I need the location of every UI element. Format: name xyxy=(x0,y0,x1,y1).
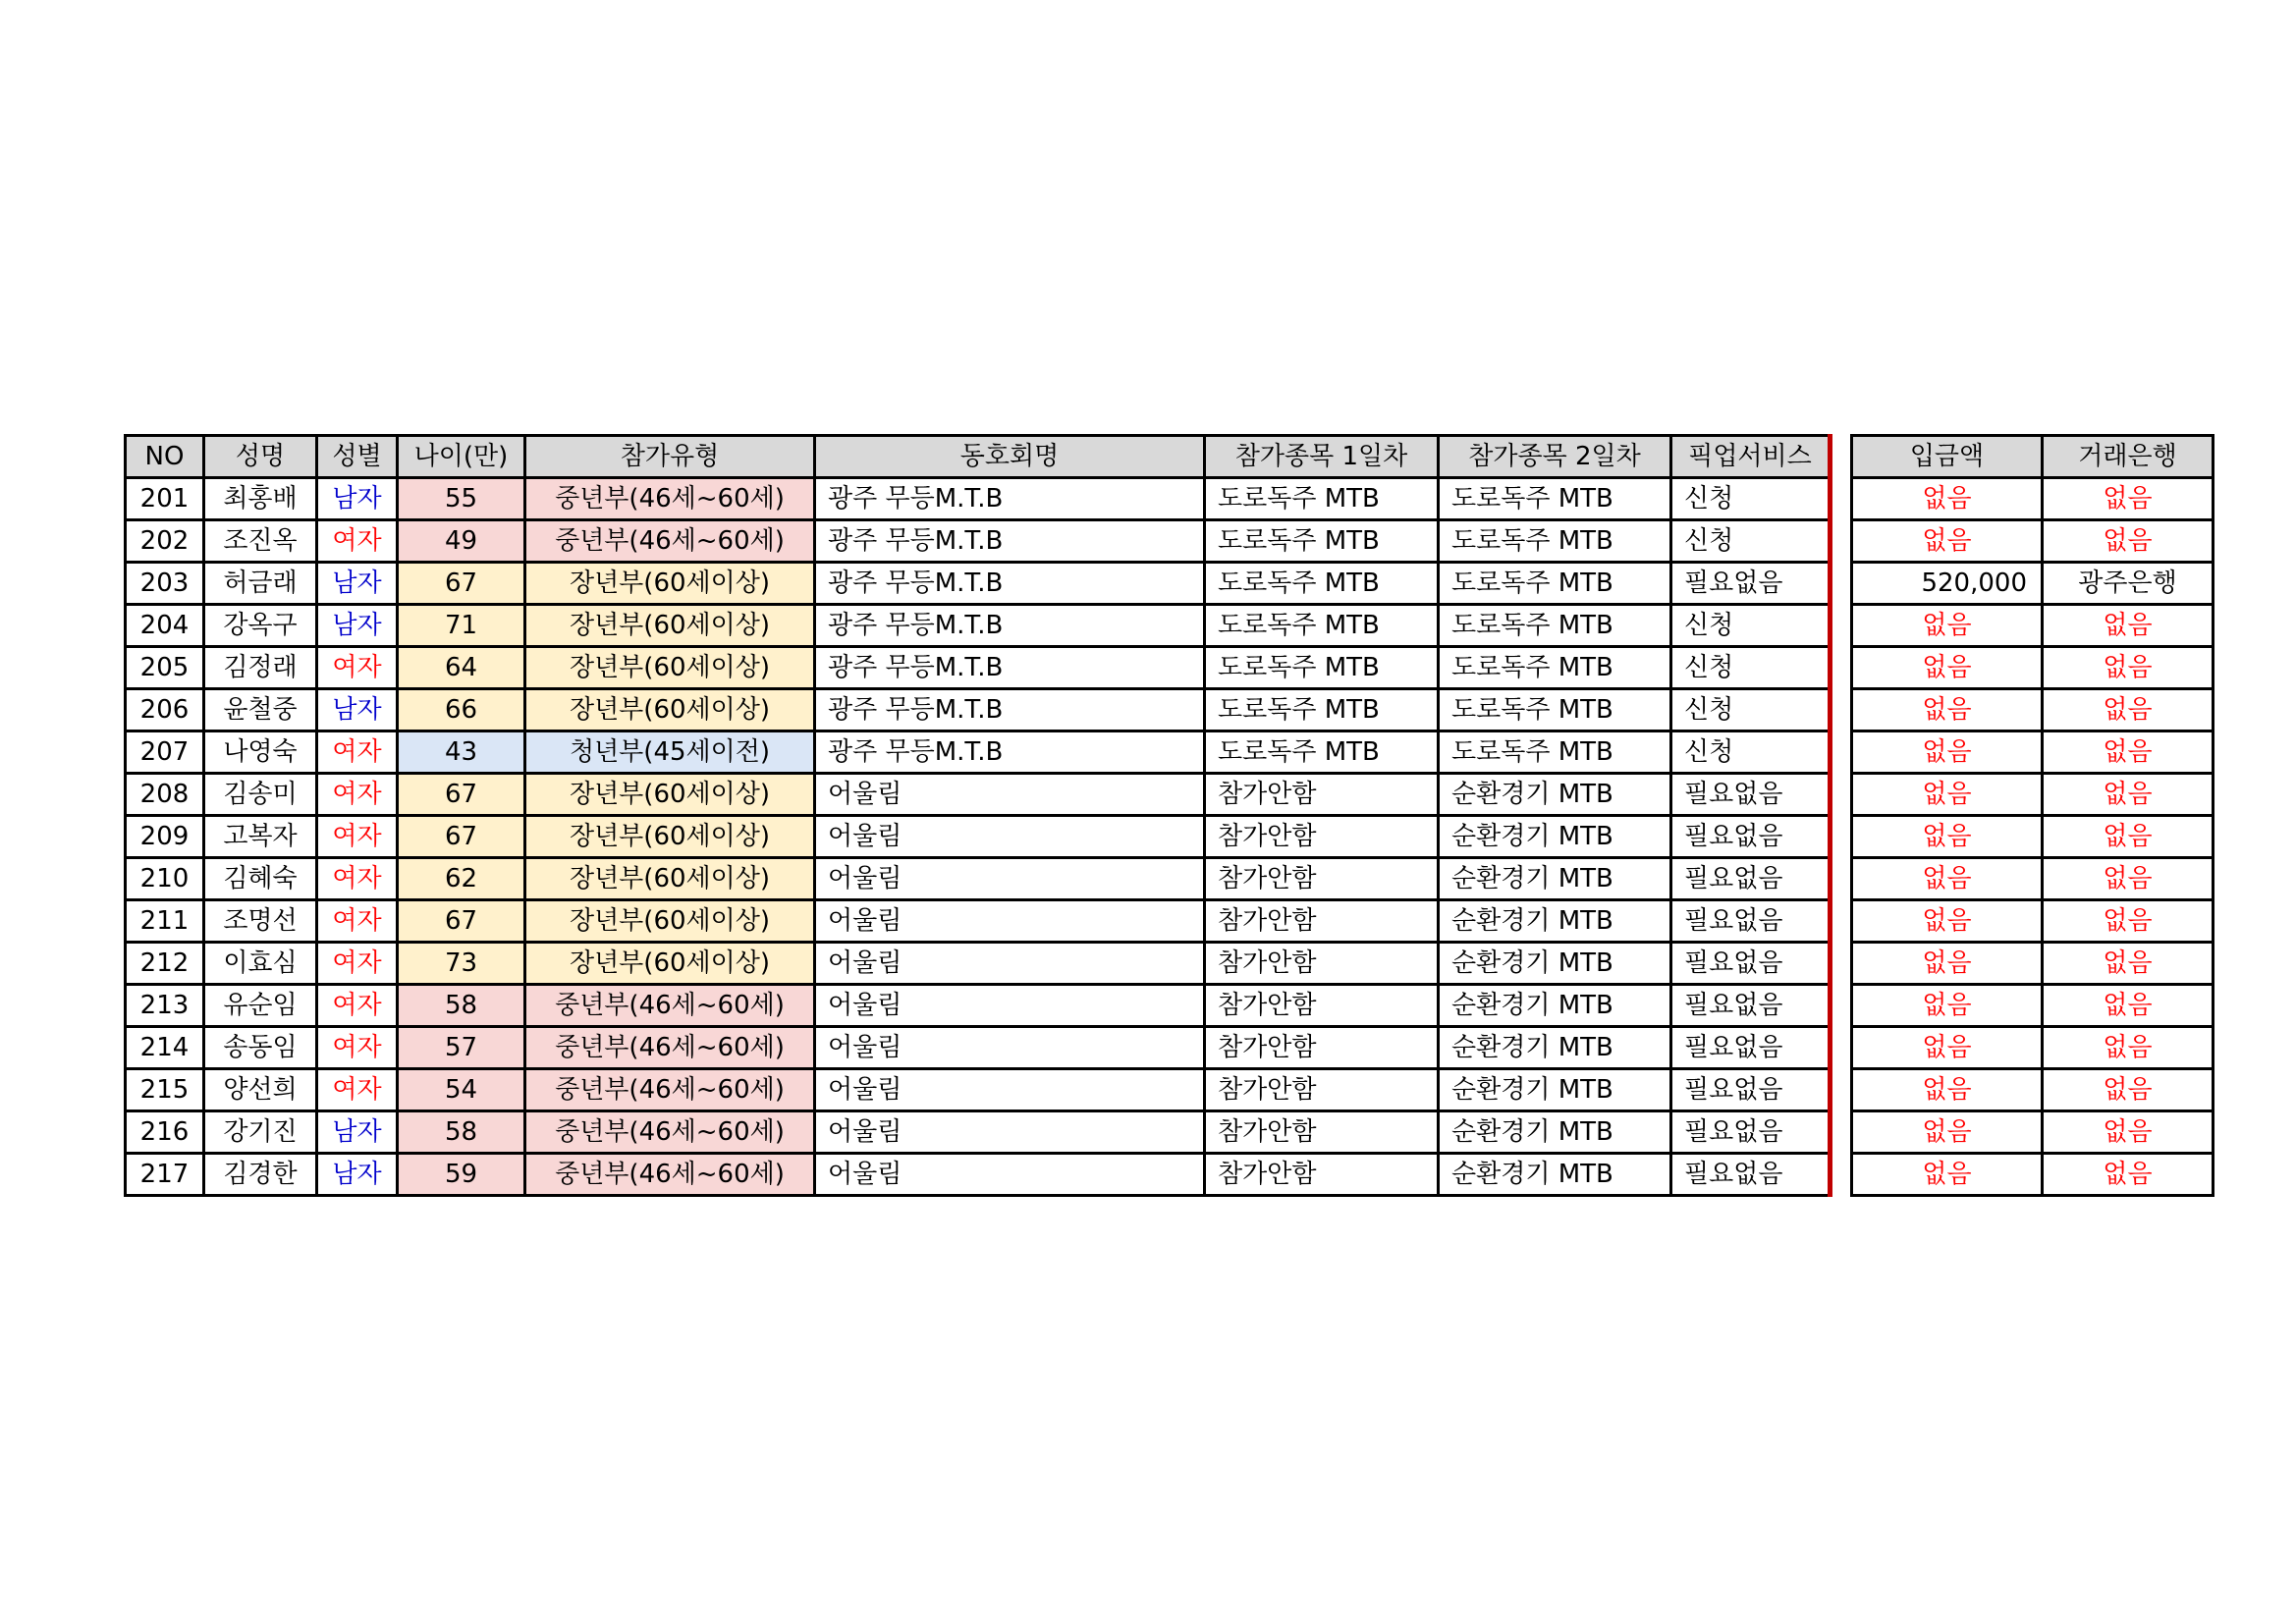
cell-event-day1: 참가안함 xyxy=(1205,900,1439,943)
cell-no: 202 xyxy=(126,520,204,563)
cell-name: 양선희 xyxy=(204,1069,317,1111)
cell-club: 어울림 xyxy=(815,985,1205,1027)
cell-category: 장년부(60세이상) xyxy=(525,943,815,985)
cell-bank: 없음 xyxy=(2043,731,2214,774)
cell-bank: 없음 xyxy=(2043,900,2214,943)
cell-no: 213 xyxy=(126,985,204,1027)
cell-name: 최홍배 xyxy=(204,478,317,520)
cell-event-day2: 도로독주 MTB xyxy=(1439,520,1671,563)
header-age: 나이(만) xyxy=(398,436,525,478)
cell-event-day1: 참가안함 xyxy=(1205,1069,1439,1111)
cell-event-day1: 도로독주 MTB xyxy=(1205,605,1439,647)
header-name: 성명 xyxy=(204,436,317,478)
payment-header-row xyxy=(1852,436,2214,478)
cell-age: 49 xyxy=(398,520,525,563)
cell-name: 김혜숙 xyxy=(204,858,317,900)
cell-pickup: 신청 xyxy=(1671,647,1831,689)
participant-row xyxy=(126,774,1831,816)
cell-category: 장년부(60세이상) xyxy=(525,900,815,943)
cell-name: 강기진 xyxy=(204,1111,317,1154)
cell-name: 유순임 xyxy=(204,985,317,1027)
participant-row xyxy=(126,1154,1831,1196)
cell-name: 조명선 xyxy=(204,900,317,943)
cell-club: 어울림 xyxy=(815,858,1205,900)
cell-bank: 없음 xyxy=(2043,1027,2214,1069)
cell-gender: 여자 xyxy=(317,731,398,774)
cell-deposit: 없음 xyxy=(1852,1027,2043,1069)
cell-no: 205 xyxy=(126,647,204,689)
cell-gender: 여자 xyxy=(317,1069,398,1111)
cell-bank: 없음 xyxy=(2043,774,2214,816)
cell-deposit: 없음 xyxy=(1852,774,2043,816)
cell-no: 210 xyxy=(126,858,204,900)
participant-row xyxy=(126,1111,1831,1154)
cell-club: 광주 무등M.T.B xyxy=(815,731,1205,774)
payment-row xyxy=(1852,1069,2214,1111)
cell-no: 203 xyxy=(126,563,204,605)
cell-event-day2: 도로독주 MTB xyxy=(1439,478,1671,520)
participant-row xyxy=(126,478,1831,520)
cell-club: 광주 무등M.T.B xyxy=(815,689,1205,731)
cell-pickup: 필요없음 xyxy=(1671,985,1831,1027)
cell-age: 66 xyxy=(398,689,525,731)
cell-pickup: 필요없음 xyxy=(1671,816,1831,858)
cell-event-day1: 참가안함 xyxy=(1205,816,1439,858)
cell-category: 중년부(46세~60세) xyxy=(525,1069,815,1111)
cell-pickup: 필요없음 xyxy=(1671,1069,1831,1111)
cell-gender: 여자 xyxy=(317,647,398,689)
cell-deposit: 없음 xyxy=(1852,605,2043,647)
cell-bank: 없음 xyxy=(2043,605,2214,647)
payment-table xyxy=(1850,434,2214,1197)
cell-category: 장년부(60세이상) xyxy=(525,605,815,647)
cell-bank: 없음 xyxy=(2043,1069,2214,1111)
cell-no: 206 xyxy=(126,689,204,731)
cell-deposit: 없음 xyxy=(1852,1069,2043,1111)
cell-pickup: 필요없음 xyxy=(1671,774,1831,816)
cell-gender: 여자 xyxy=(317,900,398,943)
cell-club: 어울림 xyxy=(815,774,1205,816)
cell-age: 57 xyxy=(398,1027,525,1069)
cell-no: 216 xyxy=(126,1111,204,1154)
cell-event-day2: 도로독주 MTB xyxy=(1439,563,1671,605)
cell-name: 이효심 xyxy=(204,943,317,985)
cell-bank: 없음 xyxy=(2043,478,2214,520)
payment-row xyxy=(1852,1111,2214,1154)
cell-bank: 없음 xyxy=(2043,943,2214,985)
cell-pickup: 필요없음 xyxy=(1671,1154,1831,1196)
cell-age: 71 xyxy=(398,605,525,647)
cell-club: 어울림 xyxy=(815,1111,1205,1154)
header-pickup: 픽업서비스 xyxy=(1671,436,1831,478)
cell-club: 광주 무등M.T.B xyxy=(815,563,1205,605)
cell-event-day1: 도로독주 MTB xyxy=(1205,689,1439,731)
cell-club: 광주 무등M.T.B xyxy=(815,647,1205,689)
cell-name: 허금래 xyxy=(204,563,317,605)
cell-category: 장년부(60세이상) xyxy=(525,563,815,605)
cell-event-day1: 참가안함 xyxy=(1205,774,1439,816)
cell-event-day2: 순환경기 MTB xyxy=(1439,900,1671,943)
participant-row xyxy=(126,1027,1831,1069)
cell-category: 중년부(46세~60세) xyxy=(525,985,815,1027)
cell-pickup: 필요없음 xyxy=(1671,858,1831,900)
participant-row xyxy=(126,858,1831,900)
payment-row xyxy=(1852,774,2214,816)
cell-name: 강옥구 xyxy=(204,605,317,647)
cell-club: 광주 무등M.T.B xyxy=(815,520,1205,563)
cell-event-day1: 도로독주 MTB xyxy=(1205,520,1439,563)
cell-bank: 없음 xyxy=(2043,689,2214,731)
cell-category: 장년부(60세이상) xyxy=(525,816,815,858)
header-no: NO xyxy=(126,436,204,478)
payment-row xyxy=(1852,1154,2214,1196)
cell-age: 55 xyxy=(398,478,525,520)
header-gender: 성별 xyxy=(317,436,398,478)
participant-header-row xyxy=(126,436,1831,478)
cell-deposit: 없음 xyxy=(1852,816,2043,858)
cell-gender: 여자 xyxy=(317,985,398,1027)
cell-name: 고복자 xyxy=(204,816,317,858)
cell-category: 장년부(60세이상) xyxy=(525,689,815,731)
cell-deposit: 없음 xyxy=(1852,520,2043,563)
cell-name: 조진옥 xyxy=(204,520,317,563)
cell-age: 43 xyxy=(398,731,525,774)
cell-event-day1: 참가안함 xyxy=(1205,1154,1439,1196)
cell-name: 송동임 xyxy=(204,1027,317,1069)
cell-deposit: 없음 xyxy=(1852,943,2043,985)
payment-row xyxy=(1852,689,2214,731)
payment-row xyxy=(1852,563,2214,605)
cell-pickup: 신청 xyxy=(1671,689,1831,731)
cell-name: 김정래 xyxy=(204,647,317,689)
cell-age: 67 xyxy=(398,774,525,816)
cell-club: 어울림 xyxy=(815,1154,1205,1196)
cell-event-day2: 순환경기 MTB xyxy=(1439,1069,1671,1111)
header-deposit: 입금액 xyxy=(1852,436,2043,478)
participant-row xyxy=(126,689,1831,731)
cell-no: 217 xyxy=(126,1154,204,1196)
cell-category: 중년부(46세~60세) xyxy=(525,1154,815,1196)
cell-no: 204 xyxy=(126,605,204,647)
cell-deposit: 없음 xyxy=(1852,731,2043,774)
payment-row xyxy=(1852,647,2214,689)
cell-bank: 없음 xyxy=(2043,858,2214,900)
cell-category: 중년부(46세~60세) xyxy=(525,520,815,563)
cell-bank: 없음 xyxy=(2043,1154,2214,1196)
payment-row xyxy=(1852,816,2214,858)
cell-pickup: 필요없음 xyxy=(1671,1027,1831,1069)
cell-age: 73 xyxy=(398,943,525,985)
cell-deposit: 없음 xyxy=(1852,1111,2043,1154)
cell-event-day1: 참가안함 xyxy=(1205,985,1439,1027)
payment-row xyxy=(1852,1027,2214,1069)
cell-name: 김경한 xyxy=(204,1154,317,1196)
cell-name: 김송미 xyxy=(204,774,317,816)
cell-bank: 없음 xyxy=(2043,520,2214,563)
cell-club: 어울림 xyxy=(815,943,1205,985)
cell-gender: 여자 xyxy=(317,774,398,816)
cell-event-day2: 순환경기 MTB xyxy=(1439,985,1671,1027)
cell-gender: 남자 xyxy=(317,563,398,605)
payment-row xyxy=(1852,520,2214,563)
cell-event-day2: 순환경기 MTB xyxy=(1439,774,1671,816)
cell-category: 중년부(46세~60세) xyxy=(525,1027,815,1069)
cell-bank: 없음 xyxy=(2043,816,2214,858)
cell-event-day1: 도로독주 MTB xyxy=(1205,478,1439,520)
cell-bank: 없음 xyxy=(2043,647,2214,689)
payment-row xyxy=(1852,478,2214,520)
cell-pickup: 필요없음 xyxy=(1671,900,1831,943)
cell-pickup: 신청 xyxy=(1671,605,1831,647)
cell-event-day1: 도로독주 MTB xyxy=(1205,647,1439,689)
participant-row xyxy=(126,816,1831,858)
participant-row xyxy=(126,520,1831,563)
cell-gender: 여자 xyxy=(317,1027,398,1069)
cell-pickup: 신청 xyxy=(1671,520,1831,563)
cell-age: 59 xyxy=(398,1154,525,1196)
cell-event-day2: 순환경기 MTB xyxy=(1439,1027,1671,1069)
participant-row xyxy=(126,605,1831,647)
cell-deposit: 없음 xyxy=(1852,985,2043,1027)
cell-gender: 남자 xyxy=(317,1154,398,1196)
cell-deposit: 없음 xyxy=(1852,1154,2043,1196)
cell-deposit: 없음 xyxy=(1852,858,2043,900)
payment-row xyxy=(1852,985,2214,1027)
cell-gender: 남자 xyxy=(317,689,398,731)
cell-event-day2: 순환경기 MTB xyxy=(1439,858,1671,900)
cell-age: 67 xyxy=(398,563,525,605)
header-club: 동호회명 xyxy=(815,436,1205,478)
cell-event-day2: 도로독주 MTB xyxy=(1439,689,1671,731)
cell-event-day2: 순환경기 MTB xyxy=(1439,943,1671,985)
header-event-day2: 참가종목 2일차 xyxy=(1439,436,1671,478)
payment-row xyxy=(1852,900,2214,943)
cell-pickup: 신청 xyxy=(1671,478,1831,520)
cell-event-day1: 참가안함 xyxy=(1205,1027,1439,1069)
header-category: 참가유형 xyxy=(525,436,815,478)
cell-event-day1: 참가안함 xyxy=(1205,858,1439,900)
participant-row xyxy=(126,1069,1831,1111)
cell-gender: 남자 xyxy=(317,1111,398,1154)
cell-pickup: 필요없음 xyxy=(1671,1111,1831,1154)
cell-club: 광주 무등M.T.B xyxy=(815,478,1205,520)
participant-row xyxy=(126,731,1831,774)
cell-no: 212 xyxy=(126,943,204,985)
participant-row xyxy=(126,647,1831,689)
cell-gender: 여자 xyxy=(317,858,398,900)
cell-club: 어울림 xyxy=(815,816,1205,858)
cell-event-day2: 도로독주 MTB xyxy=(1439,731,1671,774)
payment-row xyxy=(1852,858,2214,900)
cell-club: 광주 무등M.T.B xyxy=(815,605,1205,647)
cell-gender: 여자 xyxy=(317,520,398,563)
cell-age: 58 xyxy=(398,985,525,1027)
cell-event-day1: 참가안함 xyxy=(1205,1111,1439,1154)
cell-no: 209 xyxy=(126,816,204,858)
cell-pickup: 신청 xyxy=(1671,731,1831,774)
cell-event-day2: 순환경기 MTB xyxy=(1439,1111,1671,1154)
cell-age: 58 xyxy=(398,1111,525,1154)
cell-event-day1: 도로독주 MTB xyxy=(1205,731,1439,774)
cell-no: 201 xyxy=(126,478,204,520)
cell-gender: 여자 xyxy=(317,816,398,858)
cell-deposit: 없음 xyxy=(1852,689,2043,731)
cell-event-day2: 순환경기 MTB xyxy=(1439,1154,1671,1196)
cell-no: 215 xyxy=(126,1069,204,1111)
cell-pickup: 필요없음 xyxy=(1671,563,1831,605)
cell-deposit: 없음 xyxy=(1852,647,2043,689)
cell-club: 어울림 xyxy=(815,1027,1205,1069)
cell-gender: 여자 xyxy=(317,943,398,985)
cell-age: 54 xyxy=(398,1069,525,1111)
cell-club: 어울림 xyxy=(815,1069,1205,1111)
cell-category: 청년부(45세이전) xyxy=(525,731,815,774)
cell-name: 나영숙 xyxy=(204,731,317,774)
cell-category: 장년부(60세이상) xyxy=(525,774,815,816)
cell-no: 208 xyxy=(126,774,204,816)
cell-category: 중년부(46세~60세) xyxy=(525,1111,815,1154)
payment-row xyxy=(1852,943,2214,985)
cell-pickup: 필요없음 xyxy=(1671,943,1831,985)
cell-gender: 남자 xyxy=(317,605,398,647)
cell-category: 장년부(60세이상) xyxy=(525,647,815,689)
cell-deposit: 없음 xyxy=(1852,478,2043,520)
cell-bank: 없음 xyxy=(2043,1111,2214,1154)
header-bank: 거래은행 xyxy=(2043,436,2214,478)
cell-category: 중년부(46세~60세) xyxy=(525,478,815,520)
cell-deposit: 520,000 xyxy=(1852,563,2043,605)
payment-row xyxy=(1852,605,2214,647)
participant-table xyxy=(124,434,1832,1197)
cell-event-day1: 도로독주 MTB xyxy=(1205,563,1439,605)
cell-no: 207 xyxy=(126,731,204,774)
cell-age: 64 xyxy=(398,647,525,689)
payment-row xyxy=(1852,731,2214,774)
cell-bank: 없음 xyxy=(2043,985,2214,1027)
cell-age: 62 xyxy=(398,858,525,900)
cell-event-day2: 순환경기 MTB xyxy=(1439,816,1671,858)
cell-deposit: 없음 xyxy=(1852,900,2043,943)
participant-row xyxy=(126,563,1831,605)
cell-name: 윤철중 xyxy=(204,689,317,731)
header-event-day1: 참가종목 1일차 xyxy=(1205,436,1439,478)
participant-row xyxy=(126,900,1831,943)
cell-age: 67 xyxy=(398,816,525,858)
cell-club: 어울림 xyxy=(815,900,1205,943)
cell-age: 67 xyxy=(398,900,525,943)
cell-bank: 광주은행 xyxy=(2043,563,2214,605)
cell-event-day1: 참가안함 xyxy=(1205,943,1439,985)
participant-row xyxy=(126,985,1831,1027)
cell-category: 장년부(60세이상) xyxy=(525,858,815,900)
cell-no: 214 xyxy=(126,1027,204,1069)
cell-gender: 남자 xyxy=(317,478,398,520)
cell-event-day2: 도로독주 MTB xyxy=(1439,647,1671,689)
cell-no: 211 xyxy=(126,900,204,943)
cell-event-day2: 도로독주 MTB xyxy=(1439,605,1671,647)
participant-row xyxy=(126,943,1831,985)
